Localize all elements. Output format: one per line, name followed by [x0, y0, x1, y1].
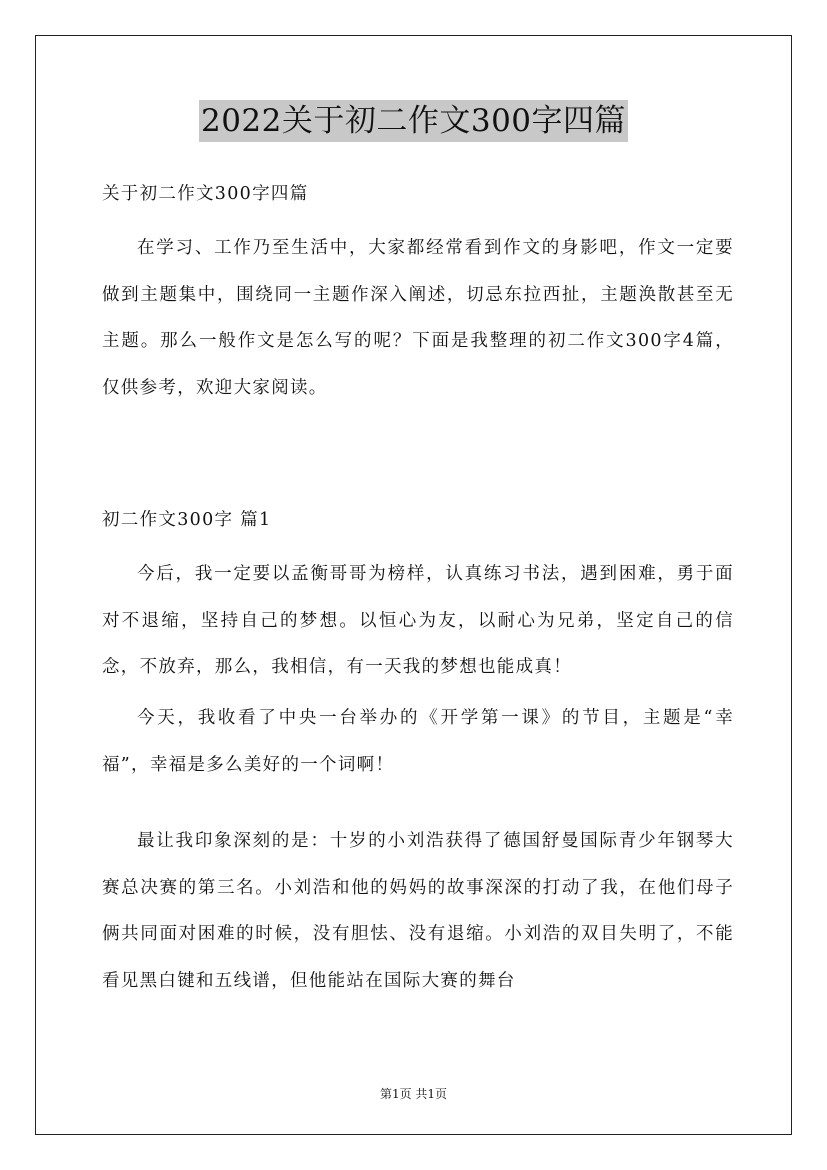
- document-title-text: 2022关于初二作文300字四篇: [199, 100, 628, 142]
- page-number: 第1页 共1页: [379, 1087, 448, 1101]
- body-paragraph-1: 今后，我一定要以孟衡哥哥为榜样，认真练习书法，遇到困难，勇于面对不退缩，坚持自己的梦想。以恒心为友，以耐心为兄弟，坚定自己的信念，不放弃，那么，我相信，有一天我的梦想也能成真！: [102, 564, 734, 677]
- document-subtitle: 关于初二作文300字四篇: [102, 184, 309, 204]
- body-paragraph-3: 最让我印象深刻的是：十岁的小刘浩获得了德国舒曼国际青少年钢琴大赛总决赛的第三名。小刘浩和他的妈妈的故事深深的打动了我，在他们母子俩共同面对困难的时候，没有胆怯、没有退缩。小刘浩的双目失明了，不能看见黑白键和五线谱，但他能站在国际大赛的舞台: [102, 831, 734, 991]
- section-heading: 初二作文300字 篇1: [102, 510, 272, 530]
- document-title: [0, 100, 827, 142]
- intro-paragraph: 在学习、工作乃至生活中，大家都经常看到作文的身影吧，作文一定要做到主题集中，围绕同一主题作深入阐述，切忌东拉西扯，主题涣散甚至无主题。那么一般作文是怎么写的呢？下面是我整理的初二作文300字4篇，仅供参考，欢迎大家阅读。: [102, 238, 734, 398]
- body-paragraph-2: 今天，我收看了中央一台举办的《开学第一课》的节目，主题是“幸福”，幸福是多么美好的一个词啊！: [102, 708, 734, 775]
